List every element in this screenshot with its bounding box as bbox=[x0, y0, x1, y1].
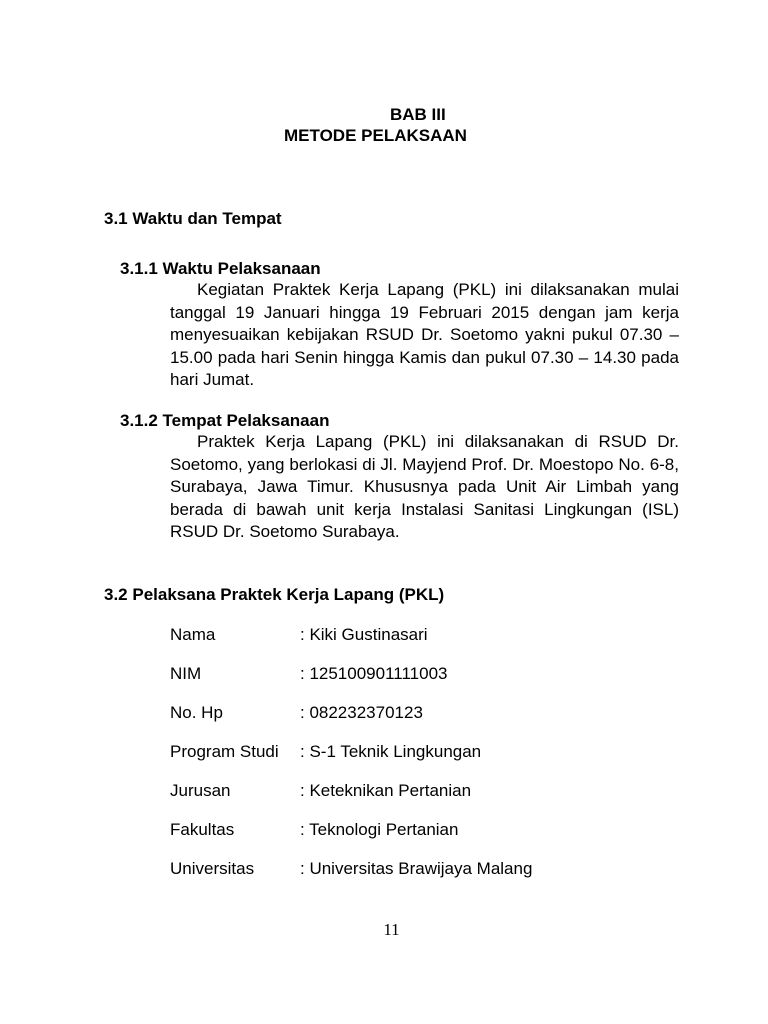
info-label: Universitas bbox=[170, 859, 255, 878]
info-value: : Teknologi Pertanian bbox=[300, 820, 459, 839]
info-label: Nama bbox=[170, 625, 216, 644]
page-number: 11 bbox=[383, 920, 400, 939]
info-value: : Universitas Brawijaya Malang bbox=[300, 859, 533, 878]
info-value: : Keteknikan Pertanian bbox=[300, 781, 472, 800]
section-3-1-2-heading: 3.1.2 Tempat Pelaksanaan bbox=[120, 411, 330, 430]
section-3-1-1-heading: 3.1.1 Waktu Pelaksanaan bbox=[120, 259, 321, 278]
section-3-1-heading: 3.1 Waktu dan Tempat bbox=[104, 209, 282, 228]
info-value: : 082232370123 bbox=[300, 703, 423, 722]
chapter-label: BAB III bbox=[390, 105, 446, 124]
info-value: : Kiki Gustinasari bbox=[300, 625, 428, 644]
info-label: Jurusan bbox=[170, 781, 231, 800]
info-label: Program Studi bbox=[170, 742, 279, 761]
section-3-1-1-paragraph: Kegiatan Praktek Kerja Lapang (PKL) ini dilaksanakan mulai tanggal 19 Januari hingga 19 Februari 2015 dengan jam kerja menyesuaikan kebijakan RSUD Dr. Soetomo yakni pukul 07.30 – 15.00 pada hari Senin hingga Kamis dan pukul 07.30 – 14.30 pada hari Jumat. bbox=[170, 280, 679, 389]
info-label: Fakultas bbox=[170, 820, 235, 839]
section-3-1-2-paragraph: Praktek Kerja Lapang (PKL) ini dilaksanakan di RSUD Dr. Soetomo, yang berlokasi di Jl. Mayjend Prof. Dr. Moestopo No. 6-8, Surabaya, Jawa Timur. Khususnya pada Unit Air Limbah yang berada di bawah unit kerja Instalasi Sanitasi Lingkungan (ISL) RSUD Dr. Soetomo Surabaya. bbox=[170, 432, 679, 541]
section-3-2-heading: 3.2 Pelaksana Praktek Kerja Lapang (PKL) bbox=[104, 585, 445, 604]
info-label: NIM bbox=[170, 664, 202, 683]
chapter-title: METODE PELAKSAAN bbox=[284, 126, 467, 145]
info-label: No. Hp bbox=[170, 703, 223, 722]
info-value: : 125100901111003 bbox=[300, 664, 448, 683]
info-value: : S-1 Teknik Lingkungan bbox=[300, 742, 482, 761]
